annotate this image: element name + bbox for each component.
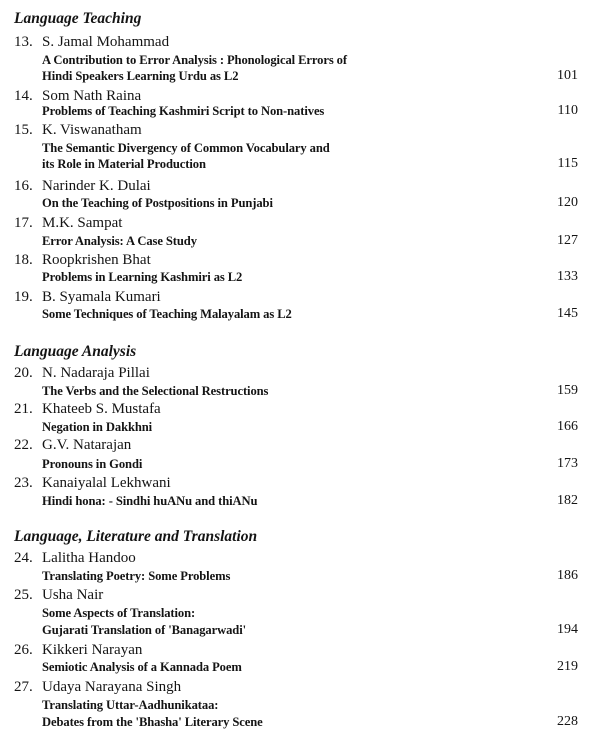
entry-page-number: 219 [557,659,578,674]
entry-page-number: 133 [557,269,578,284]
section-heading: Language Teaching [14,10,142,27]
entry-page-number: 145 [557,306,578,321]
entry-number: 14. [14,88,33,104]
entry-title-line: On the Teaching of Postpositions in Punjabi [42,196,273,210]
entry-page-number: 120 [557,195,578,210]
entry-title-line: The Verbs and the Selectional Restructions [42,384,269,398]
entry-page-number: 228 [557,714,578,729]
entry-title-line: Debates from the 'Bhasha' Literary Scene [42,715,263,729]
entry-page-number: 127 [557,233,578,248]
entry-title-line: Negation in Dakkhni [42,420,153,434]
entry-page-number: 182 [557,493,578,508]
entry-number: 15. [14,122,33,138]
entry-number: 21. [14,401,33,417]
entry-title-line: its Role in Material Production [42,157,206,171]
entry-number: 26. [14,642,33,658]
entry-author: Narinder K. Dulai [42,178,151,194]
entry-title-line: Semiotic Analysis of a Kannada Poem [42,660,242,674]
entry-number: 27. [14,679,33,695]
entry-title-line: Pronouns in Gondi [42,457,143,471]
entry-number: 19. [14,289,33,305]
entry-page-number: 159 [557,383,578,398]
entry-number: 13. [14,34,33,50]
entry-author: G.V. Natarajan [42,437,132,453]
entry-author: Khateeb S. Mustafa [42,401,161,417]
entry-number: 16. [14,178,33,194]
entry-number: 22. [14,437,33,453]
entry-title-line: Error Analysis: A Case Study [42,234,197,248]
entry-number: 17. [14,215,33,231]
entry-author: S. Jamal Mohammad [42,34,170,50]
entry-page-number: 101 [557,68,578,83]
entry-title-line: Translating Uttar-Aadhunikataa: [42,698,219,712]
entry-author: Kikkeri Narayan [42,642,143,658]
section-heading: Language Analysis [14,343,137,360]
entry-title-line: A Contribution to Error Analysis : Phonological Errors of [42,53,347,67]
entry-author: B. Syamala Kumari [42,289,161,305]
entry-page-number: 166 [557,419,578,434]
section-heading: Language, Literature and Translation [14,528,258,545]
entry-author: Lalitha Handoo [42,550,136,566]
entry-page-number: 115 [557,156,578,171]
entry-title-line: Some Aspects of Translation: [42,606,196,620]
entry-title-line: Gujarati Translation of 'Banagarwadi' [42,623,246,637]
entry-page-number: 173 [557,456,578,471]
entry-author: N. Nadaraja Pillai [42,365,150,381]
entry-page-number: 110 [557,103,578,118]
entry-page-number: 186 [557,568,578,583]
entry-author: Udaya Narayana Singh [42,679,182,695]
entry-author: Usha Nair [42,587,104,603]
entry-title-line: Some Techniques of Teaching Malayalam as L2 [42,307,292,321]
entry-author: M.K. Sampat [42,215,123,231]
entry-number: 25. [14,587,33,603]
entry-title-line: Problems of Teaching Kashmiri Script to Non-natives [42,104,325,118]
entry-number: 18. [14,252,33,268]
entry-author: Roopkrishen Bhat [42,252,151,268]
entry-author: Som Nath Raina [42,88,142,104]
entry-number: 20. [14,365,33,381]
entry-author: K. Viswanatham [42,122,142,138]
entry-title-line: The Semantic Divergency of Common Vocabulary and [42,141,330,155]
entry-number: 24. [14,550,33,566]
entry-author: Kanaiyalal Lekhwani [42,475,171,491]
entry-title-line: Problems in Learning Kashmiri as L2 [42,270,243,284]
entry-number: 23. [14,475,33,491]
entry-page-number: 194 [557,622,578,637]
entry-title-line: Hindi Speakers Learning Urdu as L2 [42,69,239,83]
entry-title-line: Hindi hona: - Sindhi huANu and thiANu [42,494,258,508]
entry-title-line: Translating Poetry: Some Problems [42,569,231,583]
